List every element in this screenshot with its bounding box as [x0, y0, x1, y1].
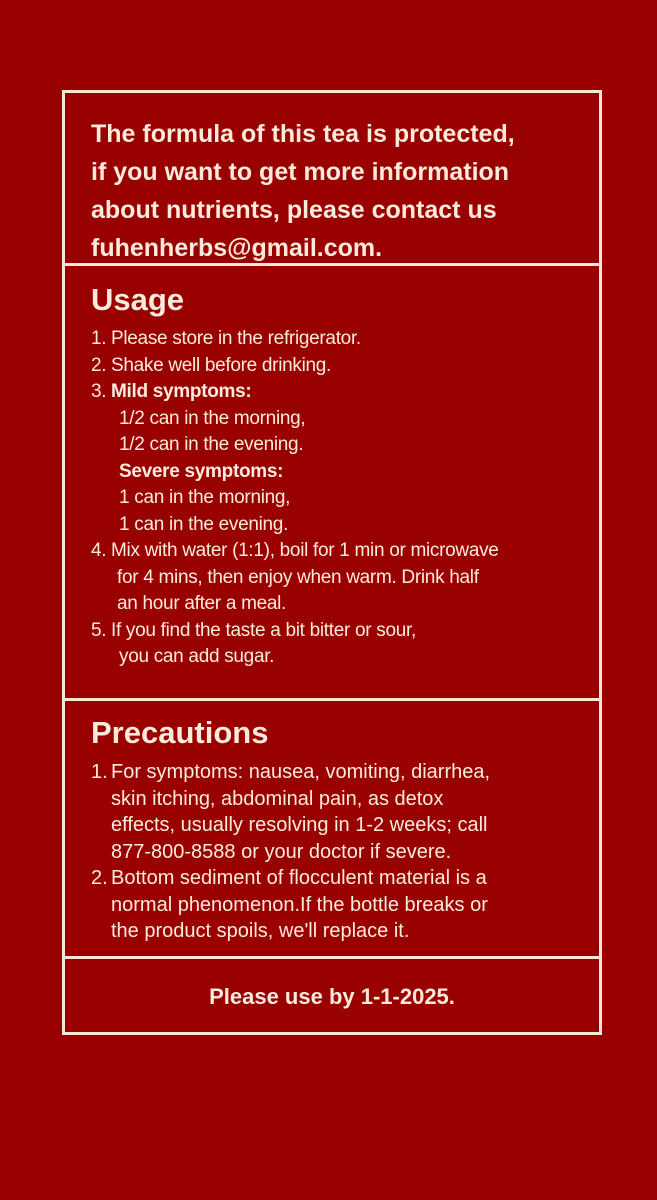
item-number: 5. [91, 619, 107, 641]
use-by-date: Please use by 1-1-2025. [209, 984, 455, 1009]
item-text-line: skin itching, abdominal pain, as detox [111, 787, 444, 810]
item-number: 3. [91, 381, 107, 402]
item-text: Please store in the refrigerator. [111, 328, 361, 349]
usage-section [65, 266, 599, 698]
item-text-line: Bottom sediment of flocculent material is a [111, 867, 487, 889]
item-text-line: effects, usually resolving in 1-2 weeks; call [111, 814, 488, 836]
item-text-line: you can add sugar. [119, 646, 275, 667]
footer-section [65, 959, 599, 1035]
list-item [91, 759, 573, 865]
dosage-line: 1/2 can in the morning, [119, 407, 306, 429]
list-item [91, 353, 571, 380]
precautions-title: Precautions [91, 715, 269, 750]
list-item [91, 326, 571, 353]
item-text-line: normal phenomenon.If the bottle breaks or [111, 893, 488, 916]
item-number: 2. [91, 354, 107, 376]
item-number: 2. [91, 867, 108, 889]
intro-line: The formula of this tea is protected, [91, 120, 515, 148]
intro-line: about nutrients, please contact us [91, 196, 497, 224]
item-text-line: an hour after a meal. [117, 593, 287, 614]
item-number: 1. [91, 761, 108, 783]
list-item [91, 865, 573, 945]
dosage-line: 1/2 can in the evening. [119, 434, 304, 455]
dosage-line: 1 can in the morning, [119, 487, 291, 508]
list-item [91, 379, 571, 538]
item-number: 1. [91, 328, 107, 349]
item-text-line: Mix with water (1:1), boil for 1 min or microwave [111, 540, 499, 561]
item-text-line: If you find the taste a bit bitter or sour, [111, 619, 416, 641]
label-panel [62, 90, 602, 1035]
intro-line: if you want to get more information [91, 158, 510, 186]
item-text-line: the product spoils, we'll replace it. [111, 920, 410, 942]
item-text-line: for 4 mins, then enjoy when warm. Drink half [117, 566, 479, 588]
precautions-section [65, 701, 599, 956]
dosage-line: 1 can in the evening. [119, 513, 289, 535]
intro-section [65, 93, 599, 263]
intro-text [91, 115, 573, 267]
list-item [91, 538, 571, 618]
list-item [91, 618, 571, 671]
mild-symptoms-title: Mild symptoms: [111, 381, 252, 402]
item-text-line: For symptoms: nausea, vomiting, diarrhea, [111, 761, 491, 783]
severe-symptoms-title: Severe symptoms: [119, 460, 284, 482]
item-text-line: 877-800-8588 or your doctor if severe. [111, 840, 452, 863]
item-number: 4. [91, 540, 107, 561]
item-text: Shake well before drinking. [111, 354, 332, 376]
usage-title: Usage [91, 282, 185, 317]
contact-email: fuhenherbs@gmail.com. [91, 234, 383, 262]
usage-list [91, 326, 571, 671]
precautions-list [91, 759, 573, 945]
